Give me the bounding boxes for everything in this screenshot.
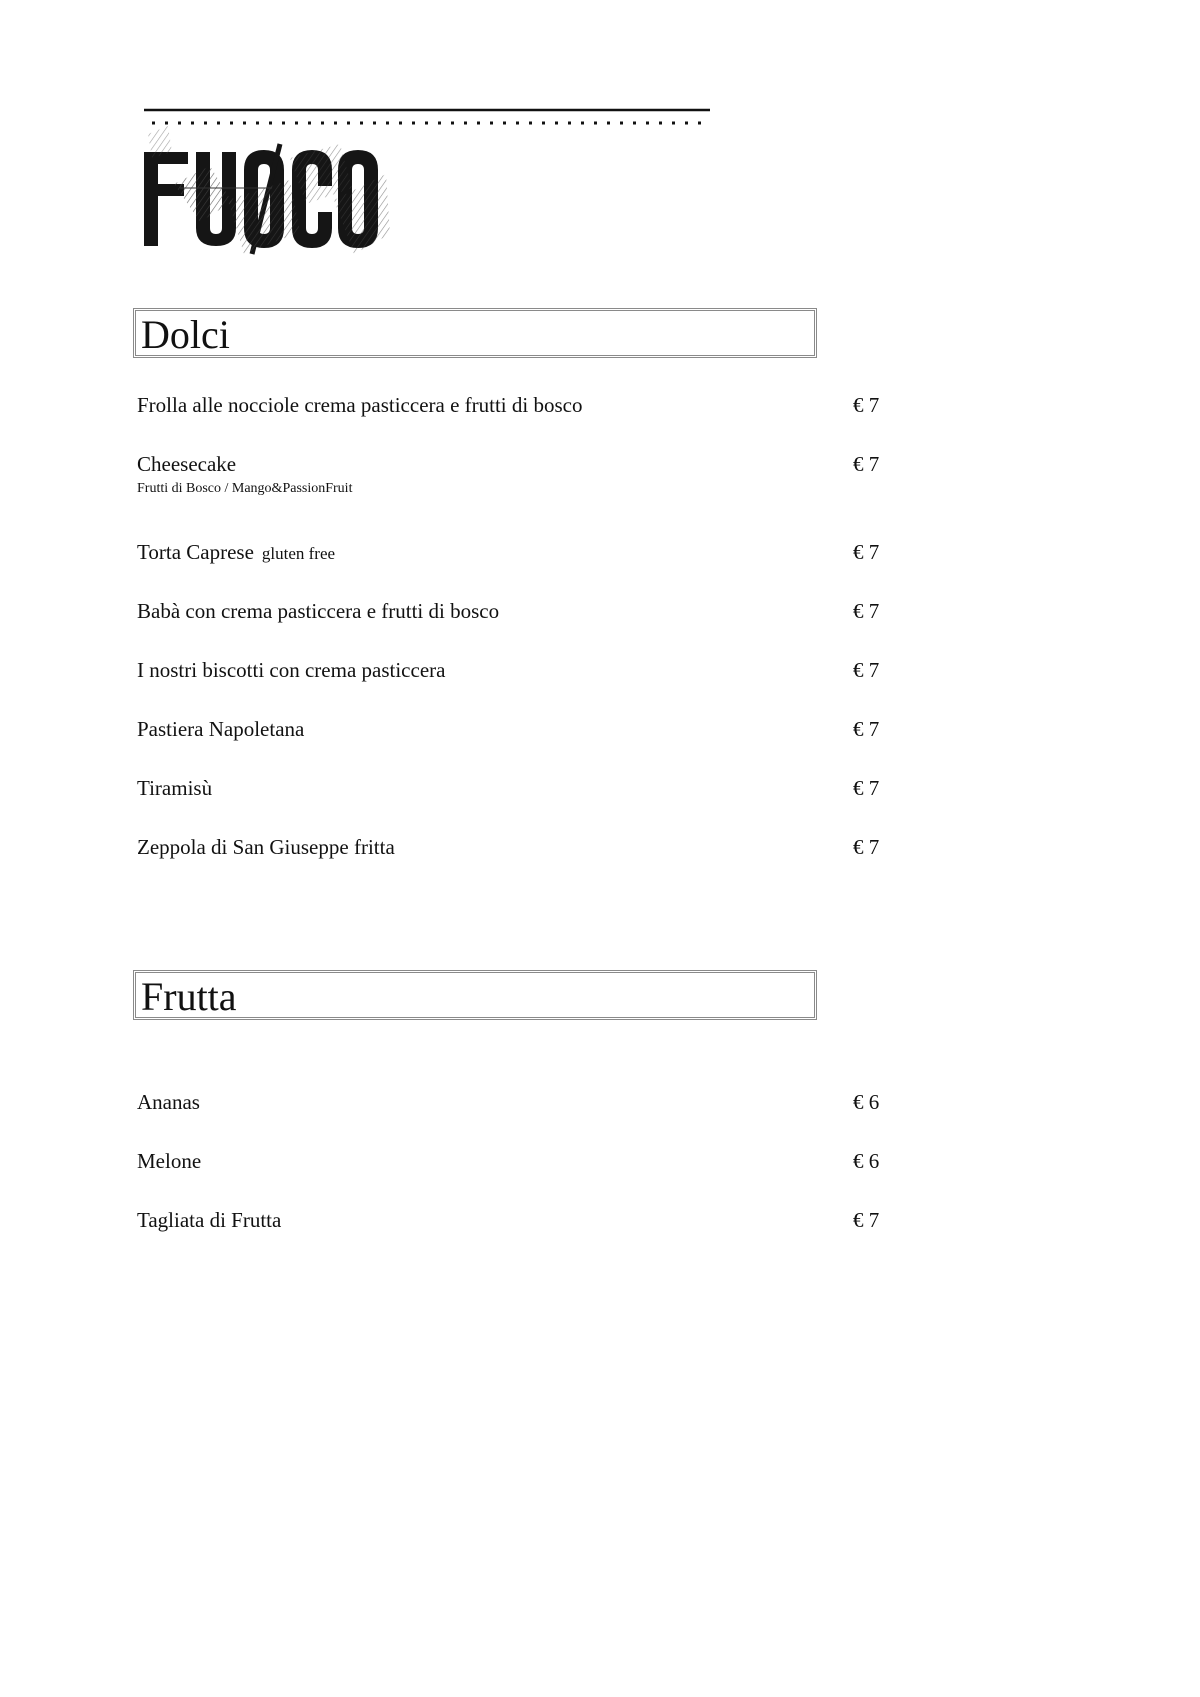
item-price: € 7 [853, 540, 880, 564]
section-heading-frutta [133, 970, 817, 1020]
item-price: € 7 [853, 452, 880, 476]
item-name-wrapper [137, 539, 335, 567]
menu-item [137, 834, 897, 882]
item-subtitle: Frutti di Bosco / Mango&PassionFruit [137, 481, 353, 496]
item-name: Tagliata di Frutta [137, 1208, 282, 1232]
menu-item [137, 1207, 897, 1255]
menu-item [137, 598, 897, 646]
item-price: € 7 [853, 393, 880, 417]
menu-item [137, 392, 897, 440]
menu-item [137, 1089, 897, 1137]
menu-item [137, 539, 897, 587]
item-name: Zeppola di San Giuseppe fritta [137, 835, 395, 859]
item-price: € 7 [853, 835, 880, 859]
item-price: € 6 [853, 1149, 880, 1173]
item-name: Tiramisù [137, 776, 213, 800]
item-name: Babà con crema pasticcera e frutti di bosco [137, 599, 500, 623]
item-name: Melone [137, 1149, 202, 1173]
menu-item [137, 1148, 897, 1196]
item-price: € 7 [853, 776, 880, 800]
item-name: I nostri biscotti con crema pasticcera [137, 658, 446, 682]
item-name: Frolla alle nocciole crema pasticcera e frutti di bosco [137, 393, 583, 417]
menu-item [137, 657, 897, 705]
item-price: € 7 [853, 599, 880, 623]
section-heading-dolci [133, 308, 817, 358]
fuoco-logo [140, 104, 720, 264]
item-name: Torta Caprese [137, 540, 254, 564]
item-price: € 7 [853, 717, 880, 741]
section-title: Frutta [141, 974, 237, 1019]
item-price: € 7 [853, 658, 880, 682]
menu-item [137, 716, 897, 764]
item-note: gluten free [261, 544, 336, 563]
menu-item [137, 775, 897, 823]
item-name: Cheesecake [137, 452, 237, 476]
item-price: € 7 [853, 1208, 880, 1232]
item-name: Pastiera Napoletana [137, 717, 305, 741]
item-name: Ananas [137, 1090, 200, 1114]
menu-item [137, 451, 897, 499]
item-price: € 6 [853, 1090, 880, 1114]
section-title: Dolci [141, 312, 230, 357]
